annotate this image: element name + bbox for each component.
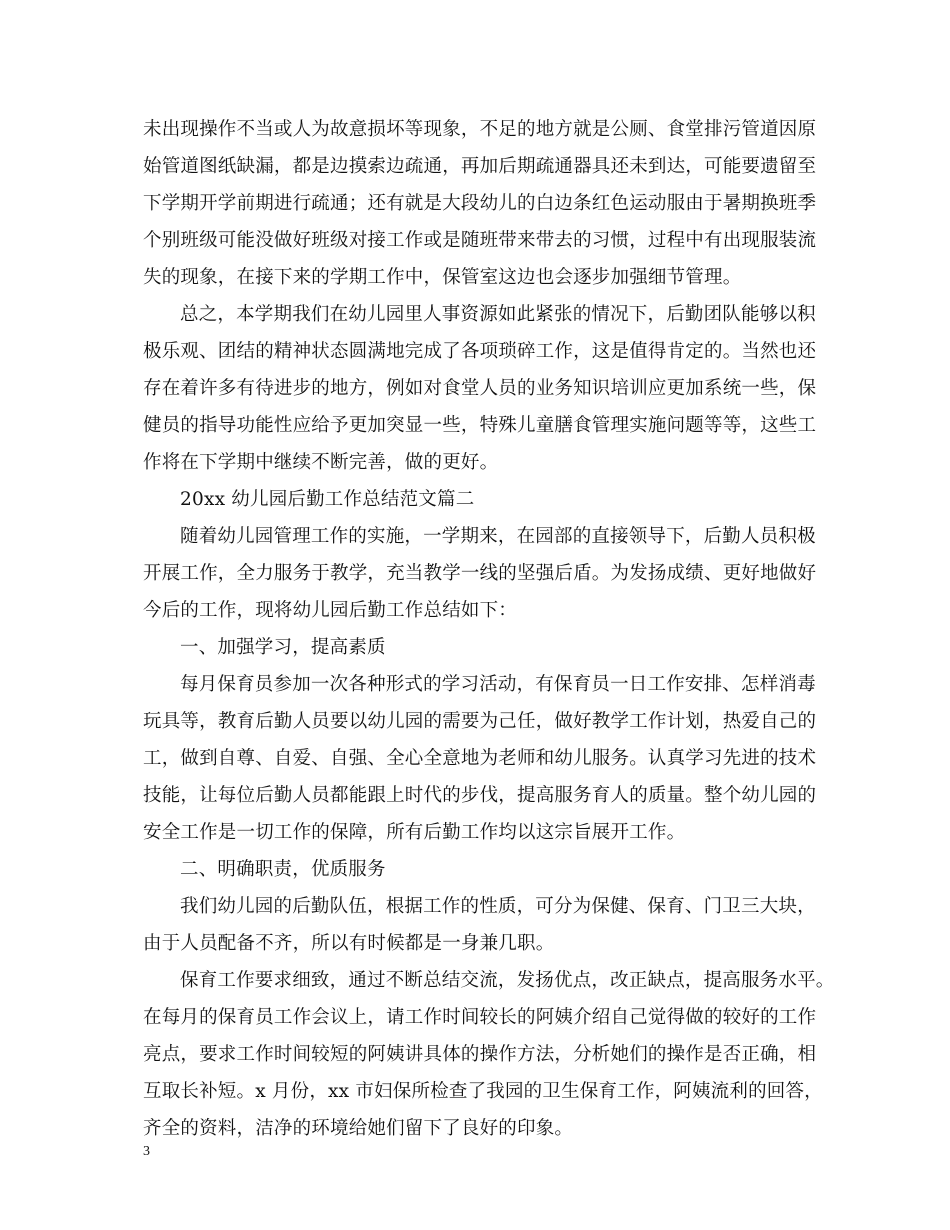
text-line: 极乐观、团结的精神状态圆满地完成了各项琐碎工作，这是值得肯定的。当然也还 [143, 341, 817, 362]
text-line: 玩具等，教育后勤人员要以幼儿园的需要为己任，做好教学工作计划，热爱自己的 [143, 711, 817, 732]
paragraph-start-line: 我们幼儿园的后勤队伍，根据工作的性质，可分为保健、保育、门卫三大块， [180, 896, 816, 917]
text-line: 个别班级可能没做好班级对接工作或是随班带来带去的习惯，过程中有出现服装流 [143, 230, 817, 251]
text-line: 存在着许多有待进步的地方，例如对食堂人员的业务知识培训应更加系统一些，保 [143, 378, 817, 399]
section-title: 20xx 幼儿园后勤工作总结范文篇二 [180, 489, 475, 510]
text-line: 今后的工作，现将幼儿园后勤工作总结如下： [143, 600, 518, 621]
paragraph-start-line: 总之，本学期我们在幼儿园里人事资源如此紧张的情况下，后勤团队能够以积 [180, 304, 816, 325]
text-line: 在每月的保育员工作会议上，请工作时间较长的阿姨介绍自己觉得做的较好的工作 [143, 1007, 817, 1028]
text-line: 齐全的资料，洁净的环境给她们留下了良好的印象。 [143, 1118, 574, 1139]
text-line: 由于人员配备不齐，所以有时候都是一身兼几职。 [143, 933, 555, 954]
text-line: 作将在下学期中继续不断完善，做的更好。 [143, 452, 499, 473]
text-line: 互取长补短。x 月份，xx 市妇保所检查了我园的卫生保育工作，阿姨流利的回答， [143, 1081, 823, 1102]
subsection-heading: 二、明确职责，优质服务 [180, 859, 386, 880]
text-line: 安全工作是一切工作的保障，所有后勤工作均以这宗旨展开工作。 [143, 822, 686, 843]
text-line: 技能，让每位后勤人员都能跟上时代的步伐，提高服务育人的质量。整个幼儿园的 [143, 785, 817, 806]
text-line: 始管道图纸缺漏，都是边摸索边疏通，再加后期疏通器具还未到达，可能要遗留至 [143, 156, 817, 177]
paragraph-start-line: 每月保育员参加一次各种形式的学习活动，有保育员一日工作安排、怎样消毒 [180, 674, 816, 695]
text-line: 健员的指导功能性应给予更加突显一些，特殊儿童膳食管理实施问题等等，这些工 [143, 415, 817, 436]
text-line: 失的现象，在接下来的学期工作中，保管室这边也会逐步加强细节管理。 [143, 267, 742, 288]
text-line: 开展工作，全力服务于教学，充当教学一线的坚强后盾。为发扬成绩、更好地做好 [143, 563, 817, 584]
text-line: 未出现操作不当或人为故意损坏等现象，不足的地方就是公厕、食堂排污管道因原 [143, 119, 817, 140]
paragraph-start-line: 保育工作要求细致，通过不断总结交流，发扬优点，改正缺点，提高服务水平。 [180, 970, 835, 991]
page-number: 3 [143, 1144, 150, 1159]
text-line: 工，做到自尊、自爱、自强、全心全意地为老师和幼儿服务。认真学习先进的技术 [143, 748, 817, 769]
text-line: 下学期开学前期进行疏通；还有就是大段幼儿的白边条红色运动服由于暑期换班季 [143, 193, 817, 214]
text-line: 亮点，要求工作时间较短的阿姨讲具体的操作方法，分析她们的操作是否正确，相 [143, 1044, 817, 1065]
paragraph-start-line: 随着幼儿园管理工作的实施，一学期来，在园部的直接领导下，后勤人员积极 [180, 526, 816, 547]
subsection-heading: 一、加强学习，提高素质 [180, 637, 386, 658]
